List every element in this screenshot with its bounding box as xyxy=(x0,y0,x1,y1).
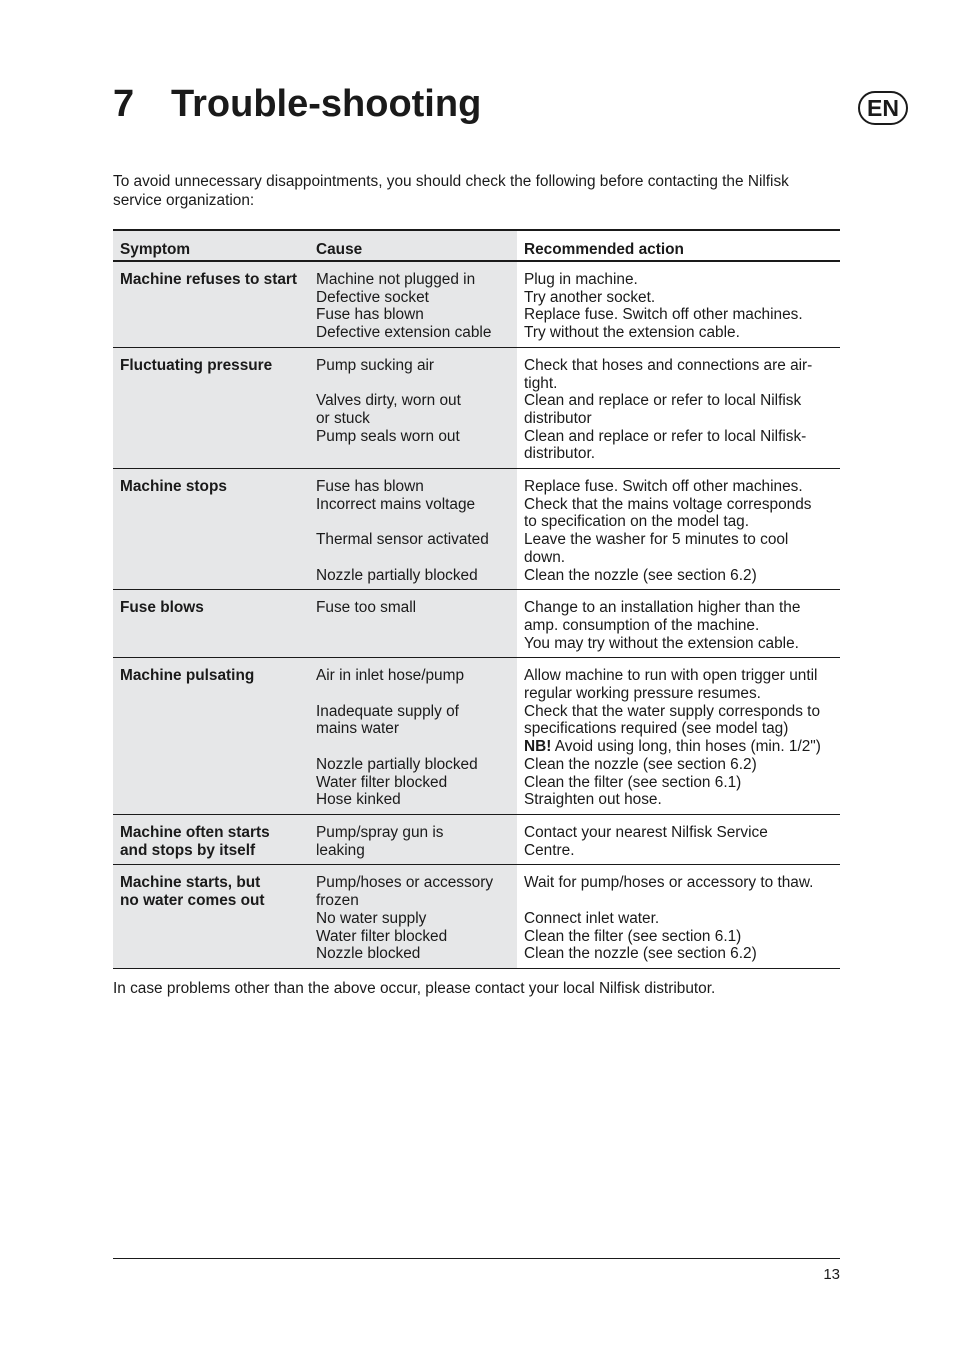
action-cell: Check that hoses and connections are air- tight. Clean and replace or refer to local Nilfisk distributor Clean and replace or refer to local Nilfisk- distributor. xyxy=(517,347,840,468)
symptom-cell: Machine pulsating xyxy=(113,658,309,815)
table-row xyxy=(113,590,840,658)
cause-cell: Pump/hoses or accessory frozen No water supply Water filter blocked Nozzle blocked xyxy=(309,865,517,969)
troubleshooting-table xyxy=(113,229,840,969)
page-number: 13 xyxy=(823,1266,840,1283)
cause-cell: Air in inlet hose/pump Inadequate supply of mains water Nozzle partially blocked Water filter blocked Hose kinked xyxy=(309,658,517,815)
action-text: Clean the nozzle (see section 6.2) Clean the filter (see section 6.1) Straighten out hose. xyxy=(524,755,757,809)
table-row xyxy=(113,347,840,468)
action-cell: Replace fuse. Switch off other machines. Check that the mains voltage corresponds to specification on the model tag. Leave the washer for 5 minutes to cool down. Clean the nozzle (see section 6.2) xyxy=(517,469,840,590)
header-cause: Cause xyxy=(309,230,517,261)
header-recommended-action: Recommended action xyxy=(517,230,840,261)
action-cell: Change to an installation higher than the amp. consumption of the machine. You may try without the extension cable. xyxy=(517,590,840,658)
table-header-row xyxy=(113,230,840,261)
cause-cell: Pump sucking air Valves dirty, worn out or stuck Pump seals worn out xyxy=(309,347,517,468)
intro-paragraph: To avoid unnecessary disappointments, you should check the following before contacting the Nilfisk service organization: xyxy=(113,173,789,209)
cause-cell: Fuse has blown Incorrect mains voltage Thermal sensor activated Nozzle partially blocked xyxy=(309,469,517,590)
action-nb-text: Avoid using long, thin hoses (min. 1/2") xyxy=(551,738,821,756)
outro-paragraph: In case problems other than the above occur, please contact your local Nilfisk distributor. xyxy=(113,980,716,997)
symptom-cell: Machine stops xyxy=(113,469,309,590)
symptom-cell: Machine often starts and stops by itself xyxy=(113,814,309,864)
cause-cell: Pump/spray gun is leaking xyxy=(309,814,517,864)
symptom-cell: Fuse blows xyxy=(113,590,309,658)
footer-divider xyxy=(113,1258,840,1259)
nb-label: NB! xyxy=(524,738,552,756)
symptom-cell: Machine refuses to start xyxy=(113,261,309,347)
section-title: Trouble-shooting xyxy=(171,83,482,125)
page-heading xyxy=(113,80,481,128)
action-cell xyxy=(517,658,840,815)
symptom-cell: Fluctuating pressure xyxy=(113,347,309,468)
table-row xyxy=(113,814,840,864)
table-row xyxy=(113,865,840,969)
header-symptom: Symptom xyxy=(113,230,309,261)
table-row xyxy=(113,658,840,815)
action-cell: Contact your nearest Nilfisk Service Centre. xyxy=(517,814,840,864)
action-cell: Wait for pump/hoses or accessory to thaw. Connect inlet water. Clean the filter (see section 6.1) Clean the nozzle (see section 6.2) xyxy=(517,865,840,969)
action-cell: Plug in machine. Try another socket. Replace fuse. Switch off other machines. Try without the extension cable. xyxy=(517,261,840,347)
table-row xyxy=(113,469,840,590)
table-row xyxy=(113,261,840,347)
section-number: 7 xyxy=(113,83,135,125)
action-text: Allow machine to run with open trigger until regular working pressure resumes. Check that the water supply corresponds to specifications required (see model tag) xyxy=(524,667,820,738)
symptom-cell: Machine starts, but no water comes out xyxy=(113,865,309,969)
cause-cell: Machine not plugged in Defective socket Fuse has blown Defective extension cable xyxy=(309,261,517,347)
cause-cell: Fuse too small xyxy=(309,590,517,658)
language-badge: EN xyxy=(858,91,908,125)
